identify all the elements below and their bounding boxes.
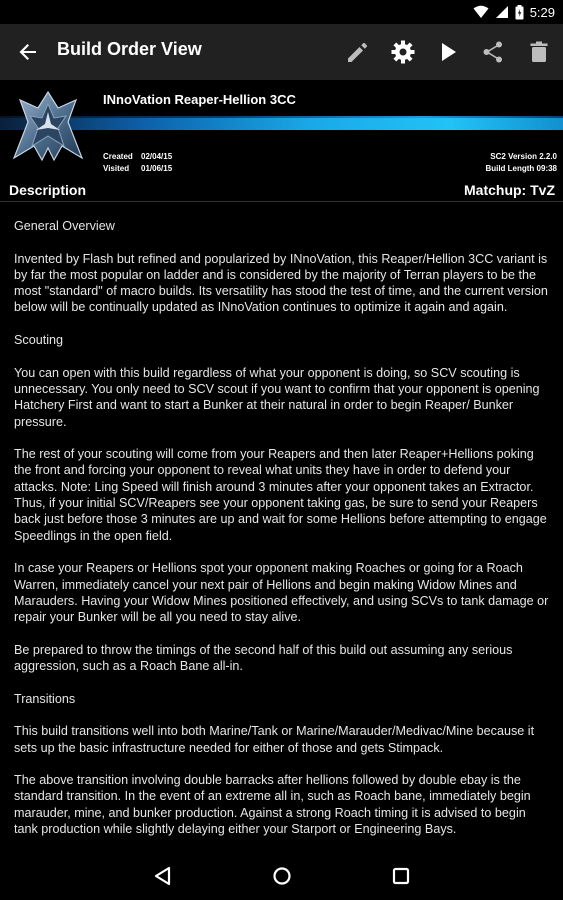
toolbar-title: Build Order View <box>57 39 202 59</box>
status-icons <box>473 3 555 21</box>
build-length: Build Length 09:38 <box>485 164 557 173</box>
description-paragraph: Be prepared to throw the timings of the second half of this build out assuming any serious aggression, such as a Roach Bane all-in. <box>14 642 513 674</box>
created-row <box>103 151 172 163</box>
description-heading-scouting: Scouting <box>14 333 64 348</box>
visited-row <box>103 163 172 175</box>
build-dates <box>103 151 172 175</box>
created-value: 02/04/15 <box>141 152 173 161</box>
terran-emblem-icon <box>10 88 86 164</box>
back-nav-icon <box>151 864 175 888</box>
settings-icon <box>389 38 417 66</box>
settings-button[interactable] <box>389 38 417 66</box>
section-header-row <box>0 182 563 200</box>
edit-button[interactable] <box>344 38 372 66</box>
description-paragraph: The above transition involving double barracks after hellions followed by double ebay is the standard transition. In the event of an extreme all in, such as Roach bane, immediately begin marauder, mine, and bunker production. Against a strong Roach timing it is advised to begin tank production while slightly delaying either your Starport or Engineering Bays. <box>14 773 531 836</box>
description-paragraph: This build transitions well into both Marine/Tank or Marine/Marauder/Medivac/Mine because it sets up the basic infrastructure needed for either of those and gets Stimpack. <box>14 724 535 755</box>
share-button[interactable] <box>479 38 507 66</box>
arrow-back-icon <box>14 38 42 66</box>
description-paragraph: In case your Reapers or Hellions spot your opponent making Roaches or going for a Roach Warren, immediately cancel your next pair of Hellions and begin making Widow Mines and Marauders. Having your Widow Mines positioned effectively, and using SCVs to tank damage or repair your Bunker will be all you need to stay alive. <box>14 561 549 625</box>
wifi-icon <box>473 5 489 19</box>
description-heading-transitions: Transitions <box>14 691 76 706</box>
back-button[interactable] <box>14 38 42 66</box>
created-label: Created <box>103 152 133 161</box>
signal-icon <box>495 5 509 19</box>
description-scroll-area[interactable] <box>0 201 563 850</box>
status-bar <box>0 0 563 24</box>
play-icon <box>434 38 462 66</box>
terran-logo <box>10 88 86 164</box>
description-label: Description <box>9 182 87 198</box>
home-nav-icon <box>270 864 294 888</box>
description-heading-overview: General Overview <box>14 219 115 233</box>
description-text <box>0 202 563 837</box>
battery-icon <box>515 5 524 20</box>
delete-icon <box>525 38 553 66</box>
visited-label: Visited <box>103 164 130 173</box>
description-paragraph: You can open with this build regardless of what your opponent is doing, so SCV scouting is unnecessary. You only need to SCV scout if you want to confirm that your opponent is opening Hatchery First and want to start a Bunker at their natural in order to begin Reaper/ Bunker pressure. <box>14 365 540 429</box>
edit-icon <box>344 38 372 66</box>
build-header <box>0 80 563 182</box>
matchup-label: Matchup: TvZ <box>464 182 555 198</box>
description-paragraph: The rest of your scouting will come from your Reapers and then later Reaper+Hellions poking the front and forcing your opponent to reveal what units they have in order to defend your attacks. Note: Ling Speed will finish around 3 minutes after your opponent takes an Extractor. Thus, if your initial SCV/Reapers see your opponent taking gas, be sure to send your Reapers back just before those 3 minutes are up and wait for some Hellions before attempting to engage Speedlings in the open field. <box>14 447 547 543</box>
nav-home-button[interactable] <box>270 864 294 888</box>
nav-back-button[interactable] <box>151 864 175 888</box>
sc2-version: SC2 Version 2.2.0 <box>490 152 557 161</box>
recents-nav-icon <box>389 864 413 888</box>
status-time: 5:29 <box>529 4 555 20</box>
nav-recents-button[interactable] <box>389 864 413 888</box>
play-button[interactable] <box>434 38 462 66</box>
system-nav-bar <box>0 852 563 900</box>
app-toolbar <box>0 24 563 80</box>
build-title: INnoVation Reaper-Hellion 3CC <box>103 92 296 107</box>
build-info <box>485 151 557 175</box>
description-paragraph: Invented by Flash but refined and popularized by INnoVation, this Reaper/Hellion 3CC variant is by far the most popular on ladder and is considered by the majority of Terran players to be the most "standard" of macro builds. Its versatility has stood the test of time, and the current version below will be continually updated as INnoVation continues to optimize it again and again. <box>14 251 548 315</box>
share-icon <box>479 38 507 66</box>
delete-button[interactable] <box>525 38 553 66</box>
visited-value: 01/06/15 <box>141 164 173 173</box>
